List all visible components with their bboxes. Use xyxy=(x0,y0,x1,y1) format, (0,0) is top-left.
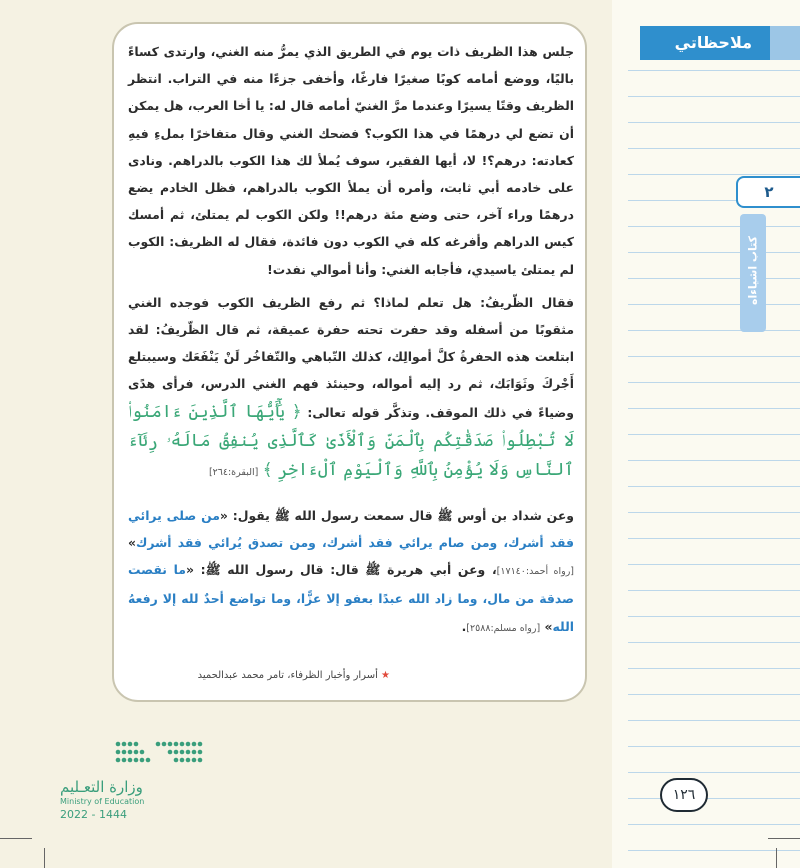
note-line xyxy=(628,668,800,669)
hadith-2-end: . xyxy=(461,618,467,634)
note-line xyxy=(628,278,800,279)
crop-mark xyxy=(0,838,32,839)
note-line xyxy=(628,746,800,747)
note-line xyxy=(628,486,800,487)
note-line xyxy=(628,252,800,253)
note-line xyxy=(628,616,800,617)
note-line xyxy=(628,564,800,565)
ministry-name-english: Ministry of Education xyxy=(60,797,145,806)
note-line xyxy=(628,694,800,695)
note-line xyxy=(628,330,800,331)
note-line xyxy=(628,96,800,97)
note-line xyxy=(628,148,800,149)
story-paragraph-2-text: فقال الظّريفُ: هل تعلم لماذا؟ ثم رفع الظريف الكوب فوجده الغني مثقوبًا من أسفله وقد حفرت تحته حفرة عميقة، ثم قال الظّريفُ: لقد ابتلعت هذه الحفرةُ كلَّ أموالِك، كذلك التّباهي والتّفاخُر لَنْ يَنْفَعَك وسيبتلع أَجْركَ وثَوَابَك، ثم رد إليه أمواله، وحينئذ فهم الغني الدرس، فرأى هدًى وضياءً في ذلك الموقف. وتذكَّر قوله تعالى: xyxy=(128,294,574,420)
unit-label: كتاب اشياءاه xyxy=(746,236,760,305)
hadith-intro-2: ، وعن أبي هريرة ﷺ قال: قال رسول الله ﷺ: « xyxy=(185,562,497,578)
story-paragraph-2 xyxy=(128,289,574,486)
hadith-2-close: » xyxy=(540,618,553,634)
chapter-number-tab: ٢ xyxy=(736,176,800,208)
note-line xyxy=(628,798,800,799)
hadith-1-text: من صلى يرائي فقد أشرك، ومن صام يرائي فقد أشرك، ومن تصدق يُرائي فقد أشرك xyxy=(128,507,574,551)
hadith-1-reference: [رواه أحمد:١٧١٤٠] xyxy=(496,566,574,578)
note-line xyxy=(628,512,800,513)
ministry-name-arabic: وزارة التعـليم xyxy=(60,778,143,796)
page-number: ١٢٦ xyxy=(660,778,708,812)
note-line xyxy=(628,720,800,721)
story-text xyxy=(128,38,574,642)
note-line xyxy=(628,174,800,175)
story-paragraph-1: جلس هذا الظريف ذات يوم في الطريق الذي يمرُّ منه الغني، وارتدى كساءً باليًا، ووضع أمامه كوبًا صغيرًا فارغًا، وأخفى جزءًا منه في التراب. انتظر الظريف وقتًا يسيرًا وعندما مرَّ الغنيّ أمامه قال له: يا أخا العرب، هل يمكن أن تضع لي درهمًا في هذا الكوب؟ فضحك الغني وقال متفاخرًا بملءِ فيهِ كعادته: درهم؟! لا، أيها الفقير، سوف يُملأ لك هذا الكوب بالدراهم. ونادى على خادمه أبي ثابت، وأمره أن يملأ الكوب بالدراهم، فظل الخادم يضع درهمًا وراء آخر، حتى وضع مئة درهم!! ولكن الكوب لم يمتلئ، ثم أمسك كيس الدراهم وأفرغه كله في الكوب دون فائدة، فقال له الظريف: الكوب لم يمتلئ ياسيدي، فأجابه الغني: وأنا أموالي نفدت! xyxy=(128,44,574,277)
note-line xyxy=(628,356,800,357)
note-line xyxy=(628,70,800,71)
hadith-paragraph xyxy=(128,502,574,642)
crop-mark xyxy=(776,848,777,868)
ministry-logo-icon xyxy=(112,738,204,766)
note-line xyxy=(628,850,800,851)
star-icon: ★ xyxy=(381,670,390,681)
quran-reference: [البقرة:٢٦٤] xyxy=(208,466,259,478)
note-line xyxy=(628,824,800,825)
note-line xyxy=(628,122,800,123)
unit-tab xyxy=(740,214,766,332)
note-line xyxy=(628,408,800,409)
hadith-2-reference: [رواه مسلم:٢٥٨٨] xyxy=(466,622,541,634)
note-line xyxy=(628,304,800,305)
quran-verse: ﴿ يَٰٓأَيُّهَا ٱلَّذِينَ ءَامَنُوا۟ لَا تُبْطِلُوا۟ صَدَقَٰتِكُم بِٱلْمَنِّ وَٱلْأَذَىٰ كَٱلَّذِى يُنفِقُ مَالَهُۥ رِئَآءَ ٱلنَّاسِ وَلَا يُؤْمِنُ بِٱللَّهِ وَٱلْيَوْمِ ٱلْءَاخِرِ ﴾ xyxy=(128,401,574,480)
crop-mark xyxy=(44,848,45,868)
notes-title-ribbon xyxy=(770,26,800,60)
hadith-1-close: » xyxy=(128,535,137,551)
story-source xyxy=(150,670,390,681)
note-line xyxy=(628,590,800,591)
note-line xyxy=(628,642,800,643)
crop-mark xyxy=(768,838,800,839)
note-line xyxy=(628,772,800,773)
note-line xyxy=(628,538,800,539)
hadith-2-text: ما نقصت صدقة من مال، وما زاد الله عبدًا بعفو إلا عزًّا، وما تواضع أحدٌ لله إلا رفعهُ الله xyxy=(128,562,574,634)
note-line xyxy=(628,460,800,461)
note-line xyxy=(628,382,800,383)
source-text: أسرار وأخبار الظرفاء، تامر محمد عبدالحميد xyxy=(197,670,382,681)
ministry-year: 2022 - 1444 xyxy=(60,808,127,821)
hadith-intro-1: وعن شداد بن أوس ﷺ قال سمعت رسول الله ﷺ يقول: « xyxy=(219,507,574,523)
notes-title: ملاحظاتي xyxy=(640,26,770,60)
note-line xyxy=(628,434,800,435)
note-line xyxy=(628,226,800,227)
